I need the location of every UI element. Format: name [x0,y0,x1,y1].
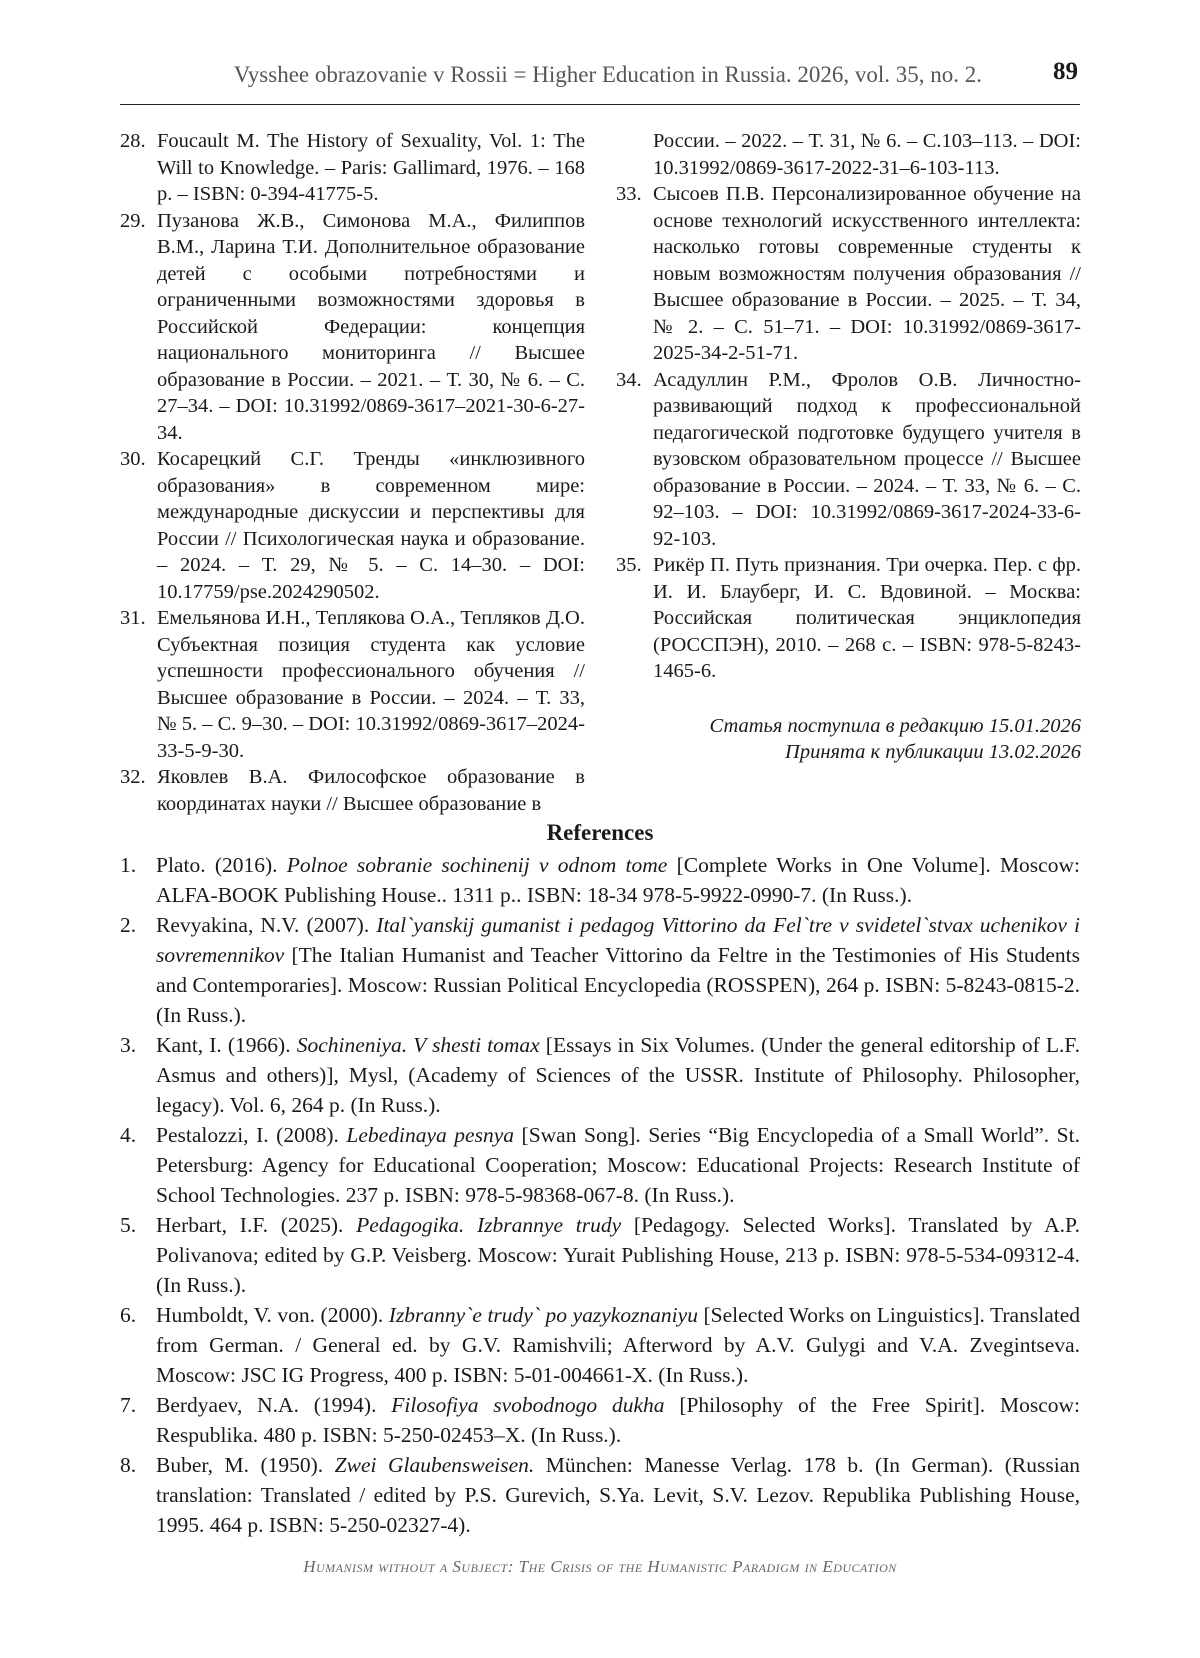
received-dates [616,713,1081,766]
ref-title: Sochineniya. V shesti tomax [296,1033,540,1057]
ref-title: Filosofiya svobodnogo dukha [391,1393,665,1417]
references-section [120,818,1080,1540]
list-item: 4. Pestalozzi, I. (2008). Lebedinaya pesnya [Swan Song]. Series “Big Encyclopedia of a Small World”. St. Petersburg: Agency for Educational Cooperation; Moscow: Educational Projects: Research Institute of School Technologies. 237 p. ISBN: 978-5-98368-067-8. (In Russ.). [120,1123,1080,1207]
list-item: 32. Яковлев В.А. Философское образование в координатах науки // Высшее образование в [120,766,585,815]
list-item: 2. Revyakina, N.V. (2007). Ital`yanskij gumanist i pedagog Vittorino da Fel`tre v svidetel`stvax uchenikov i sovremennikov [The Italian Humanist and Teacher Vittorino da Feltre in the Testimonies of His Students and Contemporaries]. Moscow: Russian Political Encyclopedia (ROSSPEN), 264 p. ISBN: 5-8243-0815-2. (In Russ.). [120,913,1081,1027]
list-item: 6. Humboldt, V. von. (2000). Izbranny`e trudy` po yazykoznaniyu [Selected Works on Linguistics]. Translated from German. / General ed. by G.V. Ramishvili; Afterword by A.V. Gulygi and V.A. Zvegintseva. Moscow: JSC IG Progress, 400 p. ISBN: 5-01-004661-X. (In Russ.). [120,1303,1081,1387]
list-item: 28. Foucault M. The History of Sexuality, Vol. 1: The Will to Knowledge. – Paris: Gallimard, 1976. – 168 p. – ISBN: 0-394-41775-5. [120,130,585,205]
ref-title: Izbranny`e trudy` po yazykoznaniyu [388,1303,698,1327]
received-date: Статья поступила в редакцию 15.01.2026 [709,714,1081,737]
list-item: России. – 2022. – Т. 31, № 6. – С.103–113. – DOI: 10.31992/0869-3617-2022-31–6-103-113. [653,130,1081,179]
list-item: 35. Рикёр П. Путь признания. Три очерка. Пер. с фр. И. И. Блауберг, И. С. Вдовиной. – Москва: Российская политическая энциклопедия (РОССПЭН), 2010. – 268 с. – ISBN: 978-5-8243-1465-6. [616,554,1081,682]
left-column [120,128,585,817]
list-item: 34. Асадуллин Р.М., Фролов О.В. Личностно-развивающий подход к профессиональной педагогической подготовке будущего учителя в вузовском образовательном процессе // Высшее образование в России. – 2024. – Т. 33, № 6. – С. 92–103. – DOI: 10.31992/0869-3617-2024-33-6-92-103. [616,368,1081,550]
list-item: 33. Сысоев П.В. Персонализированное обучение на основе технологий искусственного интеллекта: насколько готовы современные студенты к новым возможностям получения образования // Высшее образование в России. – 2025. – Т. 34, № 2. – С. 51–71. – DOI: 10.31992/0869-3617-2025-34-2-51-71. [616,183,1081,364]
list-item: 8. Buber, M. (1950). Zwei Glaubensweisen. München: Manesse Verlag. 178 b. (In German). (Russian translation: Translated / edited by P.S. Gurevich, S.Ya. Levit, S.V. Lezov. Republika Publishing House, 1995. 464 p. ISBN: 5-250-02327-4). [120,1453,1080,1537]
list-item: 31. Емельянова И.Н., Теплякова О.А., Тепляков Д.О. Субъектная позиция студента как условие успешности профессионального обучения // Высшее образование в России. – 2024. – Т. 33, № 5. – С. 9–30. – DOI: 10.31992/0869-3617–2024-33-5-9-30. [120,607,585,762]
ref-title: Polnoe sobranie sochinenij v odnom tome [286,853,668,877]
ref-title: Lebedinaya pesnya [346,1123,514,1147]
running-footer: Humanism without a Subject: The Crisis of the Humanistic Paradigm in Education [303,1557,897,1576]
page-number: 89 [1053,58,1078,85]
ref-title: Zwei Glaubensweisen. [334,1453,535,1477]
right-column [616,128,1081,766]
list-item: 3. Kant, I. (1966). Sochineniya. V shesti tomax [Essays in Six Volumes. (Under the general editorship of L.F. Asmus and others)], Mysl, (Academy of Sciences of the USSR. Institute of Philosophy. Philosopher, legacy). Vol. 6, 264 p. (In Russ.). [120,1033,1080,1117]
accepted-date: Принята к публикации 13.02.2026 [785,741,1081,763]
list-item: 5. Herbart, I.F. (2025). Pedagogika. Izbrannye trudy [Pedagogy. Selected Works]. Translated by A.P. Polivanova; edited by G.P. Veisberg. Moscow: Yurait Publishing House, 213 p. ISBN: 978-5-534-09312-4. (In Russ.). [120,1213,1080,1297]
running-header [120,58,1080,105]
list-item: 30. Косарецкий С.Г. Тренды «инклюзивного образования» в современном мире: международные дискуссии и перспективы для России // Психологическая наука и образование. – 2024. – Т. 29, № 5. – С. 14–30. – DOI: 10.17759/pse.2024290502. [120,448,585,603]
list-item: 29. Пузанова Ж.В., Симонова М.А., Филиппов В.М., Ларина Т.И. Дополнительное образование детей с особыми потребностями и ограниченными возможностями здоровья в Российской Федерации: концепция национального мониторинга // Высшее образование в России. – 2021. – Т. 30, № 6. – С. 27–34. – DOI: 10.31992/0869-3617–2021-30-6-27-34. [120,209,585,444]
list-item: 1. Plato. (2016). Polnoe sobranie sochinenij v odnom tome [Complete Works in One Volume]. Moscow: ALFA-BOOK Publishing House.. 1311 p.. ISBN: 18-34 978-5-9922-0990-7. (In Russ.). [120,853,1080,907]
list-item: 7. Berdyaev, N.A. (1994). Filosofiya svobodnogo dukha [Philosophy of the Free Spirit]. Moscow: Respublika. 480 p. ISBN: 5-250-02453–X. (In Russ.). [120,1393,1080,1447]
ref-title: Ital`yanskij gumanist i pedagog Vittorino da Fel`tre v svidetel`stvax uchenikov i sovremennikov [156,913,1081,967]
journal-citation: Vysshee obrazovanie v Rossii = Higher Education in Russia. 2026, vol. 35, no. 2. [233,62,982,87]
ref-title: Pedagogika. Izbrannye trudy [356,1213,622,1237]
references-title: References [546,820,654,845]
